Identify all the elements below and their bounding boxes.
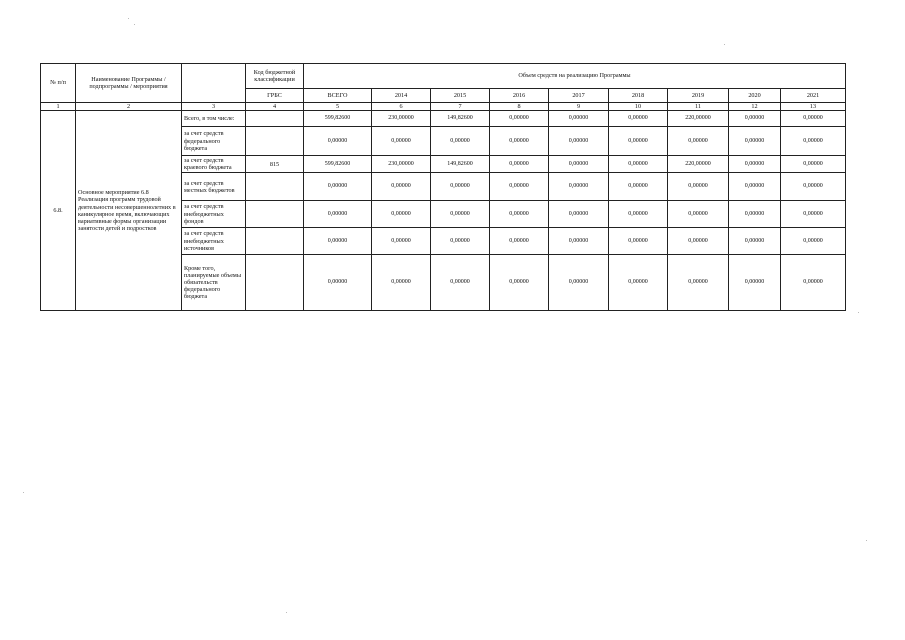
value-cell: 0,00000 [549,156,609,173]
grbs-code [246,201,304,228]
column-number: 4 [246,103,304,111]
header-year: 2021 [781,89,846,103]
value-cell: 0,00000 [668,201,729,228]
scan-speck [866,540,867,541]
scan-speck [134,24,135,25]
value-cell: 0,00000 [549,255,609,311]
value-cell: 0,00000 [490,127,549,156]
scan-speck [724,44,725,45]
value-cell: 0,00000 [609,156,668,173]
scan-speck [23,492,24,493]
value-cell: 0,00000 [781,173,846,201]
value-cell: 0,00000 [372,173,431,201]
funding-source: за счет средств местных бюджетов [182,173,246,201]
scan-speck [858,312,859,313]
row-number: 6.8. [41,111,76,311]
value-cell: 0,00000 [549,173,609,201]
program-name: Основное мероприятие 6.8 Реализация программ трудовой деятельности несовершеннолетних в каникулярное время, включающих вариативные формы организации занятости детей и подростков [76,111,182,311]
value-cell: 0,00000 [549,127,609,156]
funding-source: Кроме того, планируемые объемы обязательств федерального бюджета [182,255,246,311]
value-cell: 0,00000 [609,255,668,311]
value-cell: 0,00000 [431,255,490,311]
value-cell: 0,00000 [609,201,668,228]
value-cell: 599,82600 [304,111,372,127]
grbs-code [246,127,304,156]
value-cell: 0,00000 [431,173,490,201]
column-number: 8 [490,103,549,111]
grbs-code [246,173,304,201]
column-number: 9 [549,103,609,111]
value-cell: 0,00000 [781,127,846,156]
value-cell: 220,00000 [668,156,729,173]
header-grbs: ГРБС [246,89,304,103]
column-number: 5 [304,103,372,111]
value-cell: 0,00000 [304,228,372,255]
value-cell: 0,00000 [609,111,668,127]
header-volume: Объем средств на реализацию Программы [304,64,846,89]
funding-source: за счет средств внебюджетных фондов [182,201,246,228]
header-budget-code: Код бюджетной классификации [246,64,304,89]
value-cell: 0,00000 [549,111,609,127]
value-cell: 0,00000 [431,228,490,255]
value-cell: 0,00000 [372,228,431,255]
value-cell: 0,00000 [781,228,846,255]
header-year: 2016 [490,89,549,103]
value-cell: 0,00000 [729,173,781,201]
table-row [41,111,846,127]
column-number: 13 [781,103,846,111]
header-name: Наименование Программы / подпрограммы / мероприятия [76,64,182,103]
value-cell: 0,00000 [729,255,781,311]
value-cell: 0,00000 [549,228,609,255]
value-cell: 0,00000 [781,111,846,127]
value-cell: 0,00000 [668,228,729,255]
funding-source: за счет средств краевого бюджета [182,156,246,173]
funding-source: за счет средств федерального бюджета [182,127,246,156]
scan-speck [128,18,129,19]
column-number: 3 [182,103,246,111]
budget-table [40,63,846,311]
column-number-row [41,103,846,111]
value-cell: 149,82600 [431,111,490,127]
header-year: 2017 [549,89,609,103]
header-year: 2015 [431,89,490,103]
header-year: 2014 [372,89,431,103]
value-cell: 0,00000 [304,127,372,156]
grbs-code [246,255,304,311]
value-cell: 0,00000 [490,228,549,255]
column-number: 11 [668,103,729,111]
value-cell: 0,00000 [729,127,781,156]
value-cell: 0,00000 [490,111,549,127]
value-cell: 0,00000 [490,173,549,201]
header-year: ВСЕГО [304,89,372,103]
value-cell: 230,00000 [372,111,431,127]
header-year: 2020 [729,89,781,103]
header-num: № п/п [41,64,76,103]
value-cell: 0,00000 [372,127,431,156]
value-cell: 0,00000 [668,127,729,156]
value-cell: 0,00000 [609,127,668,156]
column-number: 7 [431,103,490,111]
value-cell: 0,00000 [668,173,729,201]
column-number: 10 [609,103,668,111]
value-cell: 0,00000 [372,255,431,311]
value-cell: 0,00000 [431,127,490,156]
header-row [41,64,846,89]
value-cell: 149,82600 [431,156,490,173]
column-number: 12 [729,103,781,111]
column-number: 6 [372,103,431,111]
value-cell: 0,00000 [729,201,781,228]
funding-source: Всего, в том числе: [182,111,246,127]
header-year: 2018 [609,89,668,103]
value-cell: 0,00000 [549,201,609,228]
value-cell: 0,00000 [304,255,372,311]
value-cell: 599,82600 [304,156,372,173]
grbs-code: 815 [246,156,304,173]
header-year: 2019 [668,89,729,103]
value-cell: 0,00000 [729,111,781,127]
scan-speck [286,612,287,613]
grbs-code [246,111,304,127]
value-cell: 0,00000 [729,156,781,173]
value-cell: 0,00000 [781,255,846,311]
column-number: 2 [76,103,182,111]
value-cell: 0,00000 [668,255,729,311]
value-cell: 0,00000 [304,173,372,201]
value-cell: 0,00000 [372,201,431,228]
value-cell: 0,00000 [781,201,846,228]
value-cell: 0,00000 [431,201,490,228]
value-cell: 0,00000 [609,228,668,255]
value-cell: 0,00000 [490,201,549,228]
value-cell: 0,00000 [781,156,846,173]
value-cell: 0,00000 [609,173,668,201]
value-cell: 0,00000 [490,255,549,311]
value-cell: 230,00000 [372,156,431,173]
value-cell: 0,00000 [304,201,372,228]
column-number: 1 [41,103,76,111]
header-source-empty [182,64,246,103]
grbs-code [246,228,304,255]
value-cell: 0,00000 [490,156,549,173]
value-cell: 0,00000 [729,228,781,255]
funding-source: за счет средств внебюджетных источников [182,228,246,255]
value-cell: 220,00000 [668,111,729,127]
